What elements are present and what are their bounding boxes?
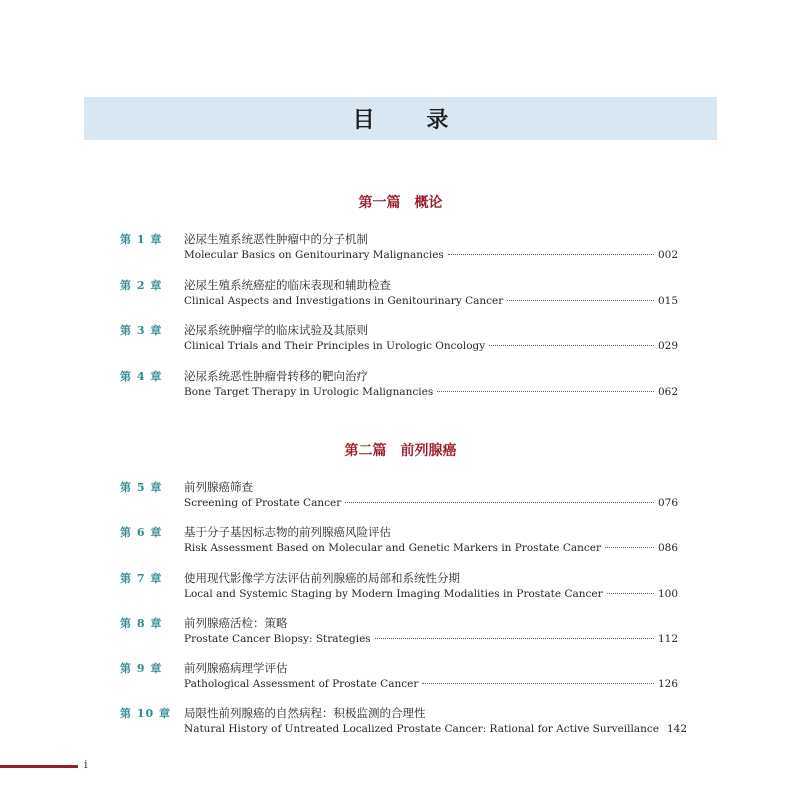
toc-entry-ch4[interactable] [120, 368, 680, 408]
chapter-number: 第 8 章 [120, 617, 163, 630]
part-heading-2 [84, 440, 717, 460]
dot-leader [489, 345, 654, 346]
toc-entry-ch1[interactable] [120, 231, 680, 271]
chapter-title-en: Natural History of Untreated Localized Prostate Cancer: Rational for Active Surveillance [184, 723, 659, 735]
chapter-number: 第 2 章 [120, 279, 163, 292]
chapter-title-en: Molecular Basics on Genitourinary Malignancies [184, 249, 444, 261]
chapter-number: 第 3 章 [120, 324, 163, 337]
chapter-number: 第 7 章 [120, 572, 163, 585]
toc-entry-ch8[interactable] [120, 615, 680, 655]
chapter-title-zh: 泌尿系统肿瘤学的临床试验及其原则 [184, 323, 368, 337]
chapter-number: 第 6 章 [120, 526, 163, 539]
chapter-title-en: Clinical Trials and Their Principles in Urologic Oncology [184, 340, 486, 352]
dot-leader [375, 638, 654, 639]
chapter-title-zh: 前列腺癌活检：策略 [184, 616, 288, 630]
dot-leader [437, 391, 654, 392]
toc-entry-ch5[interactable] [120, 479, 680, 519]
toc-title: 目 录 [352, 108, 471, 133]
page-number: 100 [657, 588, 678, 600]
chapter-title-en: Risk Assessment Based on Molecular and Genetic Markers in Prostate Cancer [184, 542, 601, 554]
chapter-number: 第 1 章 [120, 233, 163, 246]
part-name: 概论 [414, 195, 443, 211]
page-number: 002 [657, 249, 678, 261]
chapter-title-zh: 局限性前列腺癌的自然病程：积极监测的合理性 [184, 706, 426, 720]
part-number: 第一篇 [358, 195, 401, 211]
chapter-number: 第 5 章 [120, 481, 163, 494]
chapter-title-zh: 泌尿生殖系统癌症的临床表现和辅助检查 [184, 278, 391, 292]
toc-entry-ch2[interactable] [120, 277, 680, 317]
page-number: 142 [666, 723, 688, 735]
chapter-title-en: Clinical Aspects and Investigations in Genitourinary Cancer [184, 295, 504, 307]
dot-leader [607, 593, 654, 594]
part-name: 前列腺癌 [400, 443, 457, 459]
page-number: 029 [657, 340, 678, 352]
chapter-title-en: Screening of Prostate Cancer [184, 497, 342, 509]
page-number: 076 [657, 497, 678, 509]
toc-entry-ch10[interactable] [120, 705, 688, 745]
chapter-title-en: Bone Target Therapy in Urologic Malignancies [184, 386, 434, 398]
toc-entry-ch3[interactable] [120, 322, 680, 362]
chapter-title-zh: 基于分子基因标志物的前列腺癌风险评估 [184, 525, 391, 539]
chapter-number: 第 4 章 [120, 370, 163, 383]
page-number: 112 [657, 633, 678, 645]
toc-entry-ch7[interactable] [120, 570, 680, 610]
dot-leader [507, 300, 654, 301]
chapter-number: 第 9 章 [120, 662, 163, 675]
footer-page-number: i [84, 758, 88, 771]
chapter-title-zh: 前列腺癌病理学评估 [184, 661, 288, 675]
part-heading-1 [84, 192, 717, 212]
part-number: 第二篇 [344, 443, 387, 459]
toc-entry-ch9[interactable] [120, 660, 680, 700]
chapter-title-en: Prostate Cancer Biopsy: Strategies [184, 633, 371, 645]
toc-title-band [84, 97, 717, 140]
chapter-title-zh: 泌尿生殖系统恶性肿瘤中的分子机制 [184, 232, 368, 246]
chapter-number: 第 10 章 [120, 707, 171, 720]
footer-rule [0, 765, 78, 768]
dot-leader [605, 547, 654, 548]
page-number: 126 [657, 678, 678, 690]
dot-leader [448, 254, 654, 255]
chapter-title-zh: 泌尿系统恶性肿瘤骨转移的靶向治疗 [184, 369, 368, 383]
page-number: 086 [657, 542, 678, 554]
dot-leader [422, 683, 654, 684]
toc-entry-ch6[interactable] [120, 524, 680, 564]
chapter-title-en: Pathological Assessment of Prostate Cancer [184, 678, 419, 690]
page-number: 062 [657, 386, 678, 398]
chapter-title-zh: 使用现代影像学方法评估前列腺癌的局部和系统性分期 [184, 571, 460, 585]
page-number: 015 [657, 295, 678, 307]
chapter-title-en: Local and Systemic Staging by Modern Imaging Modalities in Prostate Cancer [184, 588, 603, 600]
dot-leader [345, 502, 654, 503]
chapter-title-zh: 前列腺癌筛查 [184, 480, 253, 494]
